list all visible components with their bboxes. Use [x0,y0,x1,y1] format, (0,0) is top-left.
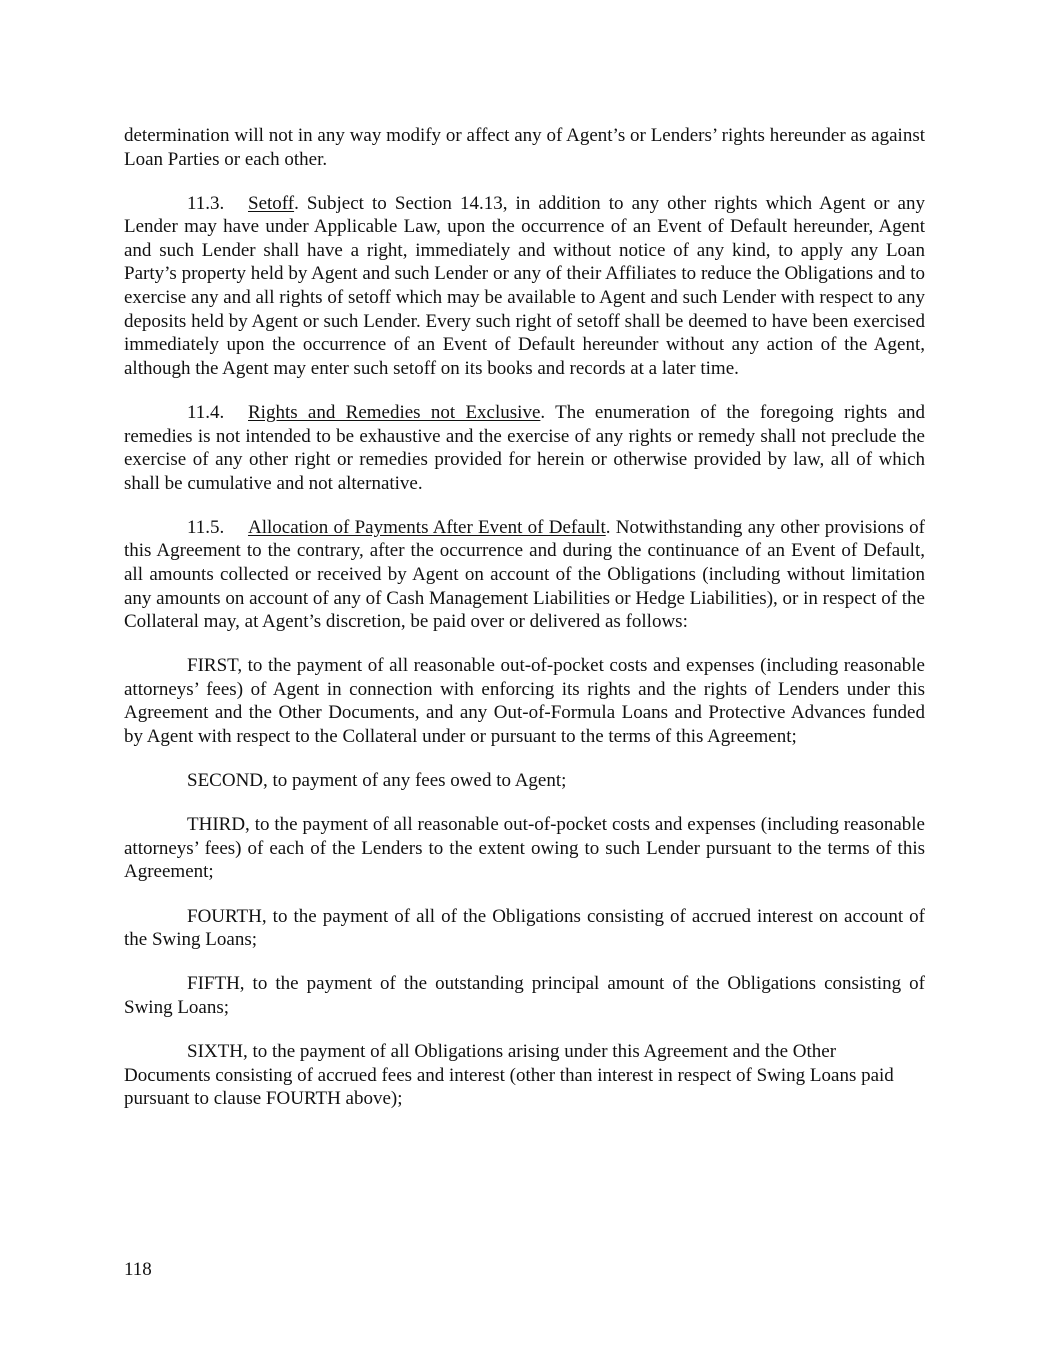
clause-second: SECOND, to payment of any fees owed to Agent; [187,770,567,792]
section-body: . Notwithstanding any other provisions of this Agreement to the contrary, after the occurrence and during the continuance of an Event of Default, all amounts collected or received by Agent on account of the Obligations (including without limitation any amounts on account of any of Cash Management Liabilities or Hedge Liabilities), or in respect of the Collateral may, at Agent’s discretion, be paid over or delivered as follows: [124,516,925,633]
section-heading: Setoff [248,192,295,214]
clause-fourth: FOURTH, to the payment of all of the Obligations consisting of accrued interest on account of the Swing Loans; [124,905,925,951]
section-heading: Allocation of Payments After Event of Default [248,516,606,538]
clause-third: THIRD, to the payment of all reasonable out-of-pocket costs and expenses (including reasonable attorneys’ fees) of each of the Lenders to the extent owing to such Lender pursuant to the terms of this Agreement; [124,814,925,883]
clause-fifth: FIFTH, to the payment of the outstanding principal amount of the Obligations consisting of Swing Loans; [124,973,925,1018]
document-page [124,124,925,1131]
clause-sixth: SIXTH, to the payment of all Obligations arising under this Agreement and the Other Documents consisting of accrued fees and interest (other than interest in respect of Swing Loans paid pursuant to clause FOURTH above); [124,1040,894,1110]
section-11-4 [124,401,925,495]
section-11-5 [124,516,925,634]
section-body: . Subject to Section 14.13, in addition to any other rights which Agent or any Lender may have under Applicable Law, upon the occurrence of an Event of Default hereunder, Agent and such Lender shall have a right, immediately and without notice of any kind, to apply any Loan Party’s property held by Agent and such Lender or any of their Affiliates to reduce the Obligations and to exercise any and all rights of setoff which may be available to Agent and such Lender with respect to any deposits held by Agent or such Lender. Every such right of setoff shall be deemed to have been exercised immediately upon the occurrence of an Event of Default hereunder without any action of the Agent, although the Agent may enter such setoff on its books and records at a later time. [124,192,925,379]
continuation-paragraph: determination will not in any way modify or affect any of Agent’s or Lenders’ rights hereunder as against Loan Parties or each other. [124,125,925,170]
clause-first: FIRST, to the payment of all reasonable out-of-pocket costs and expenses (including reasonable attorneys’ fees) of Agent in connection with enforcing its rights and the rights of Lenders under this Agreement and the Other Documents, and any Out-of-Formula Loans and Protective Advances funded by Agent with respect to the Collateral under or pursuant to the terms of this Agreement; [124,655,925,748]
section-body: . The enumeration of the foregoing rights and remedies is not intended to be exhaustive and the exercise of any rights or remedy shall not preclude the exercise of any other right or remedies provided for herein or otherwise provided by law, all of which shall be cumulative and not alternative. [124,401,926,494]
section-number: 11.4. [187,401,225,423]
section-number: 11.3. [187,192,225,214]
page-number: 118 [124,1259,152,1280]
section-number: 11.5. [187,516,225,538]
section-11-3 [124,192,925,381]
section-heading: Rights and Remedies not Exclusive [248,401,541,423]
